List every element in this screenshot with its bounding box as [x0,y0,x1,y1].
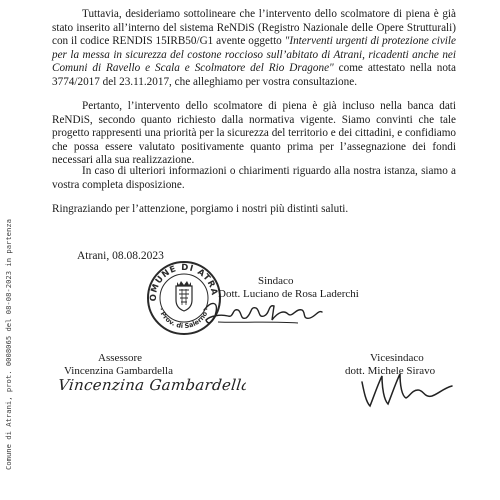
paragraph-2 [52,100,456,168]
handwritten-signature-icon [56,368,246,400]
signature-icon [198,292,328,332]
assessore-signature [56,368,246,405]
vicesindaco-signature [352,362,462,417]
paragraph-3 [52,165,456,192]
signature-icon [352,362,462,412]
svg-text:COMUNE DI ATRANI: OMUNE DI ATRA [148,262,220,302]
assessore-name: Vincenzina Gambardella [64,365,173,377]
svg-text:· Prov. di Salerno ·: · Prov. di Salerno · [156,306,212,331]
paragraph-1-end: come attestato nella nota 3774/2017 del 23.11.2017, che alleghiamo per vostra consultazione. [52,62,456,88]
project-title: "Interventi urgenti di protezione civile per la messa in sicurezza del costone roccioso sull’abitato di Atrani, ricadenti anche nei Comuni di Ravello e Scala e Scolmatore del Rio Dragone" [52,35,456,75]
protocol-stamp: Comune di Atrani, prot. 0008065 del 08-08-2023 in partenza [4,219,13,470]
paragraph-4 [52,203,456,217]
vicesindaco-title: Vicesindaco [370,352,424,364]
closing-text: Ringraziando per l’attenzione, porgiamo i nostri più distinti saluti. [52,203,349,215]
paragraph-2-text: Pertanto, l’intervento dello scolmatore di piena è già incluso nella banca dati ReNDiS, secondo quanto richiesto dalla normativa vigente. Siamo convinti che tale progetto rappresenti una priorità per la sicurezza del territorio e dei cittadini, e confidiamo che possa essere valutato positivamente quanto prima per l’assegnazione dei fondi necessari alla sua realizzazione. [52,100,456,167]
vicesindaco-name: dott. Michele Siravo [345,365,436,377]
sindaco-signature [198,292,328,337]
handwritten-name: Vincenzina Gambardella [57,376,246,394]
paragraph-1 [52,8,456,90]
assessore-title: Assessore [98,352,142,364]
place-date: Atrani, 08.08.2023 [77,250,164,262]
paragraph-3-text: In caso di ulteriori informazioni o chiarimenti riguardo alla nostra istanza, siamo a vostra completa disposizione. [52,165,456,191]
paragraph-1-text: Tuttavia, desideriamo sottolineare che l’intervento dello scolmatore di piena è già stato inserito all’interno del sistema ReNDiS (Registro Nazionale delle Opere Strutturali) con il codice RENDIS 15IRB50/G1 avente oggetto [52,8,456,48]
sindaco-name: Dott. Luciano de Rosa Laderchi [218,288,359,300]
sindaco-title: Sindaco [258,275,294,287]
